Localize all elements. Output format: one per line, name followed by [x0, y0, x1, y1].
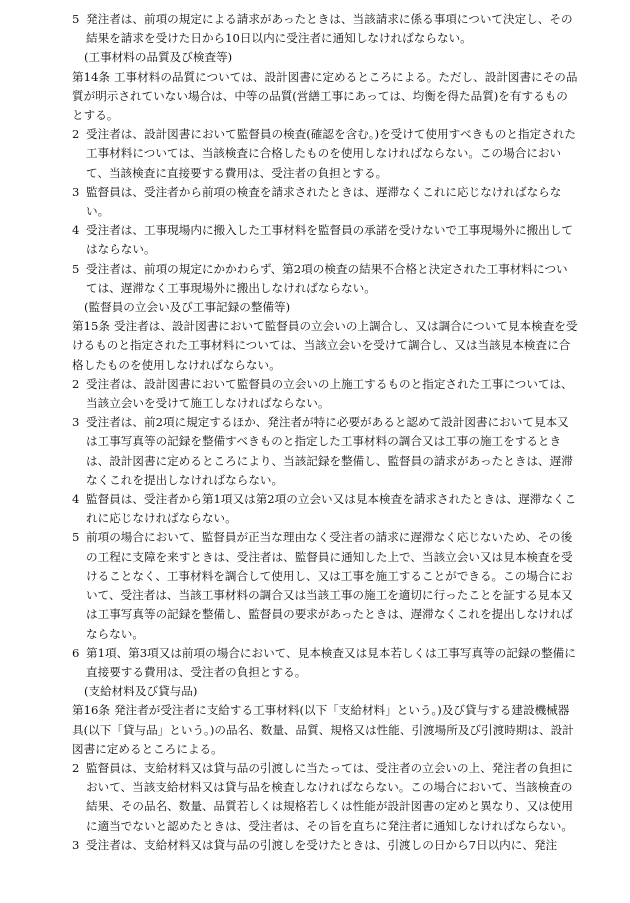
item-number: 6	[72, 645, 80, 660]
item-number: 2	[72, 760, 80, 775]
clause-item	[72, 260, 578, 298]
item-number: 3	[72, 837, 80, 852]
article-number: 第15条	[72, 319, 110, 334]
clause-item	[72, 375, 578, 413]
item-number: 2	[72, 127, 80, 142]
item-text: 受注者は、設計図書において監督員の検査(確認を含む。)を受けて使用すべきものと指定された工事材料については、当該検査に合格したものを使用しなければならない。この場合において、当該検査に直接要する費用は、受注者の負担とする。	[86, 127, 576, 180]
item-text: 第1項、第3項又は前項の場合において、見本検査又は見本若しくは工事写真等の記録の整備に直接要する費用は、受注者の負担とする。	[86, 645, 576, 679]
clause-item	[72, 528, 578, 643]
item-text: 発注者は、前項の規定による請求があったときは、当該請求に係る事項について決定し、その結果を請求を受けた日から10日以内に受注者に通知しなければならない。	[86, 12, 573, 46]
item-text: 受注者は、前項の規定にかかわらず、第2項の検査の結果不合格と決定された工事材料については、遅滞なく工事現場外に搬出しなければならない。	[86, 261, 568, 295]
article-number: 第16条	[72, 703, 110, 718]
article	[72, 701, 578, 759]
clause-item	[72, 836, 578, 855]
item-text: 受注者は、支給材料又は貸与品の引渡しを受けたときは、引渡しの日から7日以内に、発注	[86, 837, 558, 852]
item-number: 3	[72, 415, 80, 430]
clause-item	[72, 125, 578, 183]
item-number: 4	[72, 492, 80, 507]
clause-item	[72, 490, 578, 528]
item-number: 3	[72, 184, 80, 199]
clause-item	[72, 413, 578, 490]
section-heading: (監督員の立会い及び工事記録の整備等)	[84, 300, 291, 315]
item-number: 5	[72, 530, 80, 545]
clause-item	[72, 10, 578, 48]
item-text: 監督員は、受注者から第1項又は第2項の立会い又は見本検査を請求されたときは、遅滞なくこれに応じなければならない。	[86, 492, 577, 526]
article-text: 受注者は、設計図書において監督員の立会いの上調合し、又は調合について見本検査を受けるものと指定された工事材料については、当該立会いを受けて調合し、又は当該見本検査に合格したものを使用しなければならない。	[72, 319, 578, 372]
article	[72, 317, 578, 375]
article	[72, 68, 578, 126]
section-heading: (支給材料及び貸与品)	[84, 684, 198, 699]
section-heading: (工事材料の品質及び検査等)	[84, 50, 233, 65]
item-number: 5	[72, 261, 80, 276]
article-number: 第14条	[72, 69, 110, 84]
item-text: 受注者は、前2項に規定するほか、発注者が特に必要があると認めて設計図書において見本又は工事写真等の記録を整備すべきものと指定した工事材料の調合又は工事の施工をするときは、設計図書に定めるところにより、当該記録を整備し、監督員の請求があったときは、遅滞なくこれを提出しなければならない。	[86, 415, 573, 487]
article-text: 発注者が受注者に支給する工事材料(以下「支給材料」という。)及び貸与する建設機械器具(以下「貸与品」という。)の品名、数量、品質、規格又は性能、引渡場所及び引渡時期は、設計図書に定めるところによる。	[72, 703, 574, 756]
clause-item	[72, 221, 578, 259]
clause-item	[72, 759, 578, 836]
item-number: 4	[72, 223, 80, 238]
item-number: 5	[72, 12, 80, 26]
clause-item	[72, 644, 578, 682]
item-text: 受注者は、設計図書において監督員の立会いの上施工するものと指定された工事については、当該立会いを受けて施工しなければならない。	[86, 376, 573, 411]
item-text: 監督員は、受注者から前項の検査を請求されたときは、遅滞なくこれに応じなければならない。	[86, 184, 562, 219]
item-text: 受注者は、工事現場内に搬入した工事材料を監督員の承諾を受けないで工事現場外に搬出してはならない。	[86, 223, 573, 257]
article-text: 工事材料の品質については、設計図書に定めるところによる。ただし、設計図書にその品質が明示されていない場合は、中等の品質(営繕工事にあっては、均衡を得た品質)を有するものとする。	[72, 69, 578, 123]
item-number: 2	[72, 376, 80, 391]
item-text: 監督員は、支給材料又は貸与品の引渡しに当たっては、受注者の立会いの上、発注者の負担において、当該支給材料又は貸与品を検査しなければならない。この場合において、当該検査の結果、その品名、数量、品質若しくは規格若しくは性能が設計図書の定めと異なり、又は使用に適当でないと認めたときは、受注者は、その旨を直ちに発注者に通知しなければならない。	[86, 760, 573, 833]
item-text: 前項の場合において、監督員が正当な理由なく受注者の請求に遅滞なく応じないため、その後の工程に支障を来すときは、受注者は、監督員に通知した上で、当該立会い又は見本検査を受けることなく、工事材料を調合して使用し、又は工事を施工することができる。この場合において、受注者は、当該工事材料の調合又は当該工事の施工を適切に行ったことを証する見本又は工事写真等の記録を整備し、監督員の要求があったときは、遅滞なくこれを提出しなければならない。	[86, 530, 573, 641]
clause-item	[72, 183, 578, 221]
